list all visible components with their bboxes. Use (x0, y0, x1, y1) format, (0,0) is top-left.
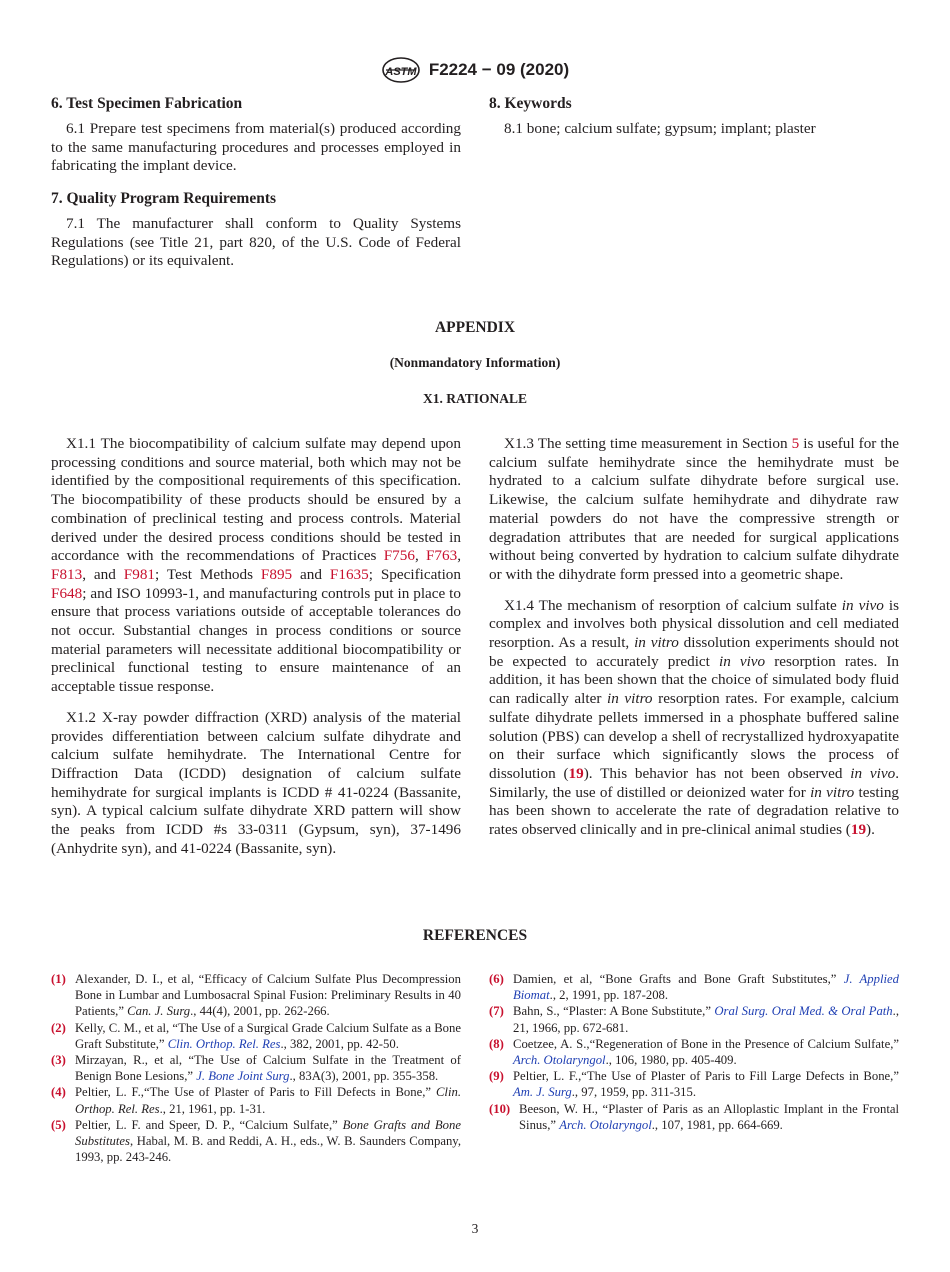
paragraph-x1-1: X1.1 The biocompatibility of calcium sulfate may depend upon processing conditions and source material, both which may not be identified by the compositional requirements of this specification. The biocompatibility of these products should be ensured by a combination of preclinical testing and process controls. Material derived under the desired process conditions should be tested in accordance with the recommendations of Practices F756, F763, F813, and F981; Test Methods F895 and F1635; Specification F648; and ISO 10993-1, and manufacturing controls put in place to ensure that process variations outside of acceptable tolerances do not occur. Substantial changes in process conditions or source material parameters will necessitate additional biocompatibility or preclinical functional testing to ensure maintenance of an acceptable tissue response. (51, 435, 462, 696)
reference-item: (9) Peltier, L. F.,“The Use of Plaster of Paris to Fill Large Defects in Bone,” Am. J. Surg., 97, 1959, pp. 311-315. (489, 1069, 899, 1100)
paragraph-x1-2: X1.2 X-ray powder diffraction (XRD) analysis of the material provides differentiation between calcium sulfate dihydrate and calcium sulfate hemihydrate. The International Centre for Diffraction Data (ICDD) designation of calcium sulfate hemihydrate for surgical implants is ICDD # 41-0224 (Bassanite, syn). A typical calcium sulfate dihydrate XRD pattern will show the peaks from ICDD #s 33-0311 (Gypsum, syn), 37-1496 (Anhydrite syn), and 41-0224 (Bassanite, syn). (51, 708, 461, 857)
svg-text:ASTM: ASTM (385, 66, 417, 78)
ref-link-f895[interactable]: F895 (260, 565, 293, 583)
section-7-heading: 7. Quality Program Requirements (51, 190, 277, 207)
ref-link-f756[interactable]: F756 (383, 547, 415, 565)
document-id: F2224 − 09 (2020) (428, 60, 570, 79)
appendix-subtitle: (Nonmandatory Information) (389, 355, 561, 370)
references-right-column (489, 971, 899, 1133)
section-8 (489, 94, 899, 139)
journal-link[interactable]: J. Bone Joint Surg (196, 1069, 290, 1084)
reference-item: (7) Bahn, S., “Plaster: A Bone Substitute,” Oral Surg. Oral Med. & Oral Path., 21, 1966, pp. 672-681. (489, 1004, 899, 1035)
page-header (0, 56, 950, 84)
journal-link: Can. J. Surg (127, 1004, 191, 1019)
paragraph-6-1: 6.1 Prepare test specimens from material(s) produced according to the same manufacturing procedures and processes employed in fabricating the implant device. (51, 120, 461, 175)
paragraph-x1-3: X1.3 The setting time measurement in Section 5 is useful for the calcium sulfate hemihydrate since the hemihydrate must be hydrated to a calcium sulfate dihydrate before surgical use. Likewise, the calcium sulfate hemihydrate and dihydrate raw material powders do not have the compressive strength or degradation attributes that are needed for surgical applications without being converted by hydration to calcium sulfate dihydrate or with the dihydrate form pressed into a geometric shape. (489, 435, 899, 583)
section-5-link[interactable]: 5 (791, 435, 800, 452)
rationale-heading: X1. RATIONALE (422, 391, 527, 406)
paragraph-x1-4: X1.4 The mechanism of resorption of calcium sulfate in vivo is complex and involves both physical dissolution and cell mediated resorption. As a result, in vitro dissolution experiments should not be expected to accurately predict in vivo resorption rates. In addition, it has been shown that the choice of simulated body fluid can radically alter in vitro resorption rates. For example, calcium sulfate dihydrate pellets immersed in a phosphate buffered saline solution (PBS) can develop a shell of recrystallized hydroxyapatite on their surface which significantly slows the process of dissolution (19). This behavior has not been observed in vivo. Similarly, the use of distilled or deionized water for in vitro testing has been shown to accelerate the rate of degradation relative to rates observed clinically and in pre-clinical animal studies (19). (489, 596, 900, 839)
journal-link[interactable]: Arch. Otolaryngol (559, 1117, 652, 1132)
citation-link-19[interactable]: 19 (568, 764, 584, 782)
journal-link[interactable]: Am. J. Surg (513, 1085, 572, 1100)
astm-logo-icon (381, 56, 421, 84)
appendix-title: APPENDIX (434, 319, 516, 336)
reference-item: (4) Peltier, L. F.,“The Use of Plaster of Paris to Fill Defects in Bone,” Clin. Orthop. Rel. Res., 21, 1961, pp. 1-31. (51, 1085, 461, 1116)
journal-link[interactable]: Oral Surg. Oral Med. & Oral Path (714, 1004, 893, 1019)
ref-link-f981[interactable]: F981 (123, 565, 156, 583)
page-number: 3 (471, 1221, 479, 1236)
paragraph-7-1: 7.1 The manufacturer shall conform to Quality Systems Regulations (see Title 21, part 820, of the U.S. Code of Federal Regulations) or its equivalent. (51, 215, 461, 270)
reference-item: (10) Beeson, W. H., “Plaster of Paris as an Alloplastic Implant in the Frontal Sinus,” Arch. Otolaryngol., 107, 1981, pp. 664-669. (489, 1101, 899, 1132)
ref-link-f813[interactable]: F813 (51, 565, 83, 583)
citation-link-19[interactable]: 19 (850, 821, 867, 839)
reference-item: (8) Coetzee, A. S.,“Regeneration of Bone in the Presence of Calcium Sulfate,” Arch. Otolaryngol., 106, 1980, pp. 405-409. (489, 1036, 899, 1068)
reference-item: (6) Damien, et al, “Bone Grafts and Bone Graft Substitutes,” J. Applied Biomat., 2, 1991, pp. 187-208. (489, 972, 899, 1003)
references-left-column (51, 971, 461, 1165)
references-heading: REFERENCES (422, 927, 528, 944)
reference-item: (1) Alexander, D. I., et al, “Efficacy of Calcium Sulfate Plus Decompression Bone in Lumbar and Lumbosacral Spinal Fusion: Preliminary Results in 40 Patients,” Can. J. Surg., 44(4), 2001, pp. 262-266. (51, 972, 461, 1019)
appendix-right-column (489, 435, 899, 840)
reference-item: (3) Mirzayan, R., et al, “The Use of Calcium Sulfate in the Treatment of Benign Bone Lesions,” J. Bone Joint Surg., 83A(3), 2001, pp. 355-358. (51, 1053, 461, 1084)
journal-link[interactable]: Arch. Otolaryngol (513, 1053, 606, 1068)
ref-link-f1635[interactable]: F1635 (329, 565, 369, 583)
section-7 (51, 189, 461, 271)
section-8-heading: 8. Keywords (489, 95, 572, 112)
journal-link[interactable]: J. Applied Biomat (513, 972, 899, 1003)
section-6 (51, 94, 461, 176)
appendix-left-column (51, 435, 461, 858)
journal-link[interactable]: Clin. Orthop. Rel. Res (167, 1036, 281, 1051)
section-6-heading: 6. Test Specimen Fabrication (51, 95, 243, 112)
reference-item: (5) Peltier, L. F. and Speer, D. P., “Calcium Sulfate,” Bone Grafts and Bone Substitutes, Habal, M. B. and Reddi, A. H., eds., W. B. Saunders Company, 1993, pp. 243-246. (51, 1117, 461, 1165)
ref-link-f648[interactable]: F648 (51, 584, 83, 602)
reference-item: (2) Kelly, C. M., et al, “The Use of a Surgical Grade Calcium Sulfate as a Bone Graft Substitute,” Clin. Orthop. Rel. Res., 382, 2001, pp. 42-50. (51, 1020, 461, 1051)
paragraph-8-1: 8.1 bone; calcium sulfate; gypsum; implant; plaster (504, 120, 816, 137)
ref-link-f763[interactable]: F763 (425, 547, 458, 565)
